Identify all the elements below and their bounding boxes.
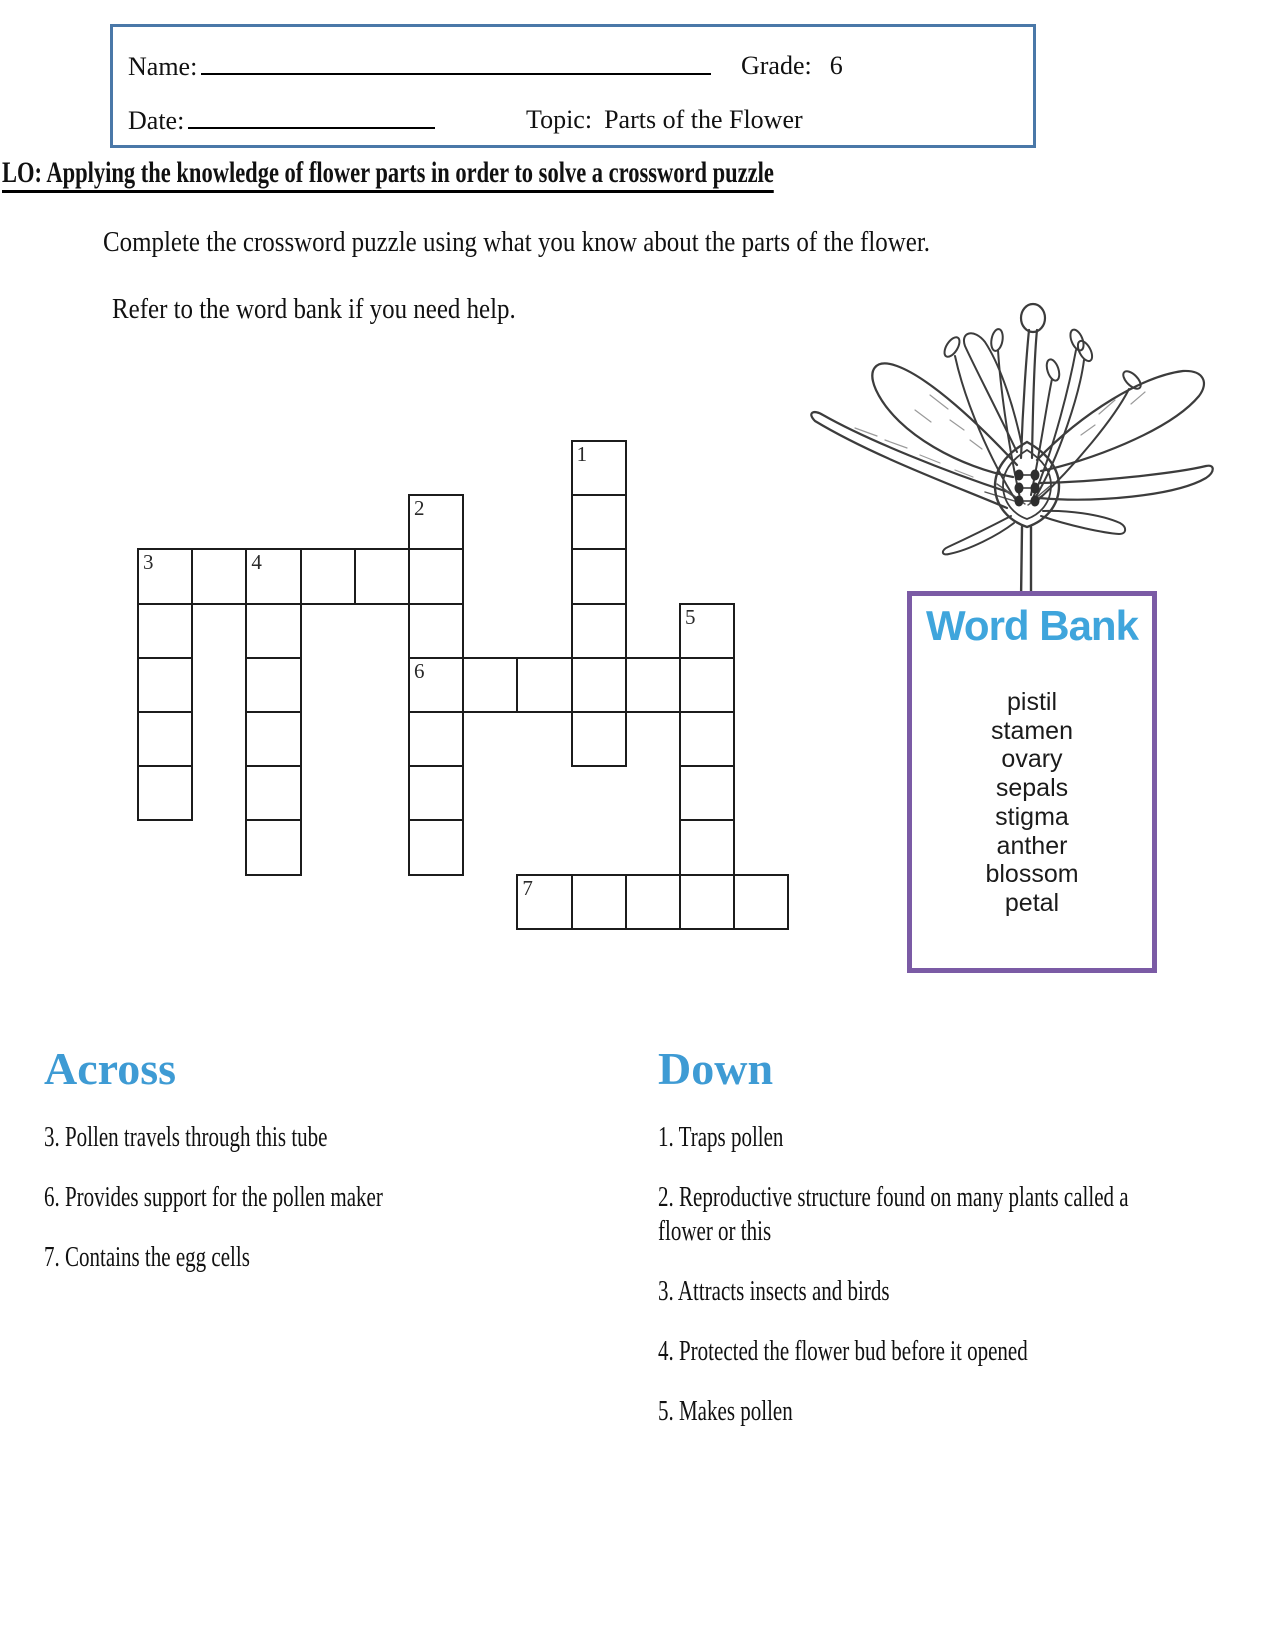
down-clue: 4. Protected the flower bud before it opened [658, 1336, 1028, 1367]
crossword-cell[interactable] [137, 765, 193, 821]
crossword-cell[interactable] [408, 765, 464, 821]
student-info-box [110, 24, 1036, 148]
crossword-cell[interactable] [408, 548, 464, 604]
crossword-cell[interactable] [408, 657, 464, 713]
name-label: Name: [128, 52, 198, 81]
name-field[interactable] [201, 51, 711, 75]
word-bank-word: stigma [995, 802, 1069, 831]
word-bank-word: petal [1004, 888, 1060, 917]
across-heading: Across [44, 1043, 177, 1094]
across-clue: 7. Contains the egg cells [44, 1242, 250, 1273]
instruction-line-2: Refer to the word bank if you need help. [112, 293, 516, 325]
crossword-cell[interactable] [679, 711, 735, 767]
across-clue: 6. Provides support for the pollen maker [44, 1182, 383, 1213]
crossword-cell[interactable] [625, 657, 681, 713]
crossword-cell[interactable] [571, 603, 627, 659]
crossword-cell[interactable] [679, 657, 735, 713]
across-clue-list [44, 1121, 509, 1301]
crossword-cell[interactable] [245, 548, 301, 604]
crossword-cell-number: 4 [251, 550, 262, 575]
crossword-cell-number: 6 [414, 658, 425, 683]
crossword-cell[interactable] [571, 440, 627, 496]
word-bank-word: pistil [1006, 688, 1057, 716]
crossword-cell[interactable] [408, 494, 464, 550]
crossword-cell[interactable] [571, 874, 627, 930]
crossword-cell-number: 2 [414, 496, 425, 521]
crossword-cell[interactable] [679, 603, 735, 659]
crossword-cell[interactable] [516, 874, 572, 930]
crossword-cell[interactable] [191, 548, 247, 604]
crossword-cell[interactable] [245, 603, 301, 659]
down-clue: 2. Reproductive structure found on many plants called a flower or this [658, 1182, 1129, 1247]
down-clue: 1. Traps pollen [658, 1122, 784, 1153]
crossword-cell[interactable] [408, 603, 464, 659]
down-clue: 3. Attracts insects and birds [658, 1276, 890, 1307]
grade-label: Grade: [741, 51, 812, 80]
word-bank-word: blossom [985, 860, 1079, 889]
word-bank-title: Word Bank [926, 602, 1138, 649]
crossword-cell[interactable] [462, 657, 518, 713]
crossword-cell[interactable] [354, 548, 410, 604]
name-row [128, 51, 711, 82]
grade-value: 6 [829, 51, 843, 80]
crossword-cell[interactable] [516, 657, 572, 713]
crossword-cell[interactable] [245, 765, 301, 821]
date-field[interactable] [188, 105, 435, 129]
topic-value: Parts of the Flower [604, 105, 803, 134]
crossword-cell[interactable] [679, 819, 735, 875]
crossword-cell[interactable] [137, 711, 193, 767]
crossword-cell-number: 1 [576, 442, 588, 466]
word-bank-word: anther [996, 831, 1068, 860]
instruction-line-1: Complete the crossword puzzle using what you know about the parts of the flower. [103, 226, 930, 258]
crossword-cell[interactable] [245, 711, 301, 767]
crossword-cell-number: 5 [685, 604, 696, 629]
crossword-cell[interactable] [137, 548, 193, 604]
crossword-cell[interactable] [408, 819, 464, 875]
down-clue-list [658, 1121, 1183, 1455]
crossword-cell[interactable] [408, 711, 464, 767]
crossword-cell[interactable] [625, 874, 681, 930]
date-row [128, 105, 435, 136]
topic-row [526, 105, 803, 135]
learning-objective: LO: Applying the knowledge of flower parts in order to solve a crossword puzzle [2, 156, 774, 190]
word-bank-word: stamen [991, 716, 1073, 745]
date-label: Date: [128, 106, 185, 135]
word-bank-box [907, 591, 1157, 973]
crossword-cell[interactable] [300, 548, 356, 604]
crossword-cell-number: 7 [522, 875, 533, 900]
crossword-cell[interactable] [571, 548, 627, 604]
crossword-cell[interactable] [571, 711, 627, 767]
down-heading: Down [658, 1043, 774, 1094]
topic-label: Topic: [526, 105, 593, 134]
crossword-cell-number: 3 [143, 550, 154, 575]
crossword-cell[interactable] [733, 874, 789, 930]
crossword-cell[interactable] [571, 657, 627, 713]
crossword-cell[interactable] [137, 603, 193, 659]
word-bank-words [912, 688, 1152, 918]
crossword-grid [137, 440, 789, 930]
crossword-cell[interactable] [245, 657, 301, 713]
down-clue: 5. Makes pollen [658, 1396, 793, 1427]
grade-row [741, 51, 843, 81]
crossword-cell[interactable] [679, 765, 735, 821]
crossword-cell[interactable] [245, 819, 301, 875]
crossword-cell[interactable] [679, 874, 735, 930]
crossword-cell[interactable] [137, 657, 193, 713]
word-bank-word: ovary [1001, 745, 1063, 774]
word-bank-word: sepals [995, 774, 1069, 803]
across-clue: 3. Pollen travels through this tube [44, 1122, 328, 1153]
crossword-cell[interactable] [571, 494, 627, 550]
flower-cross-section-illustration [755, 270, 1220, 600]
